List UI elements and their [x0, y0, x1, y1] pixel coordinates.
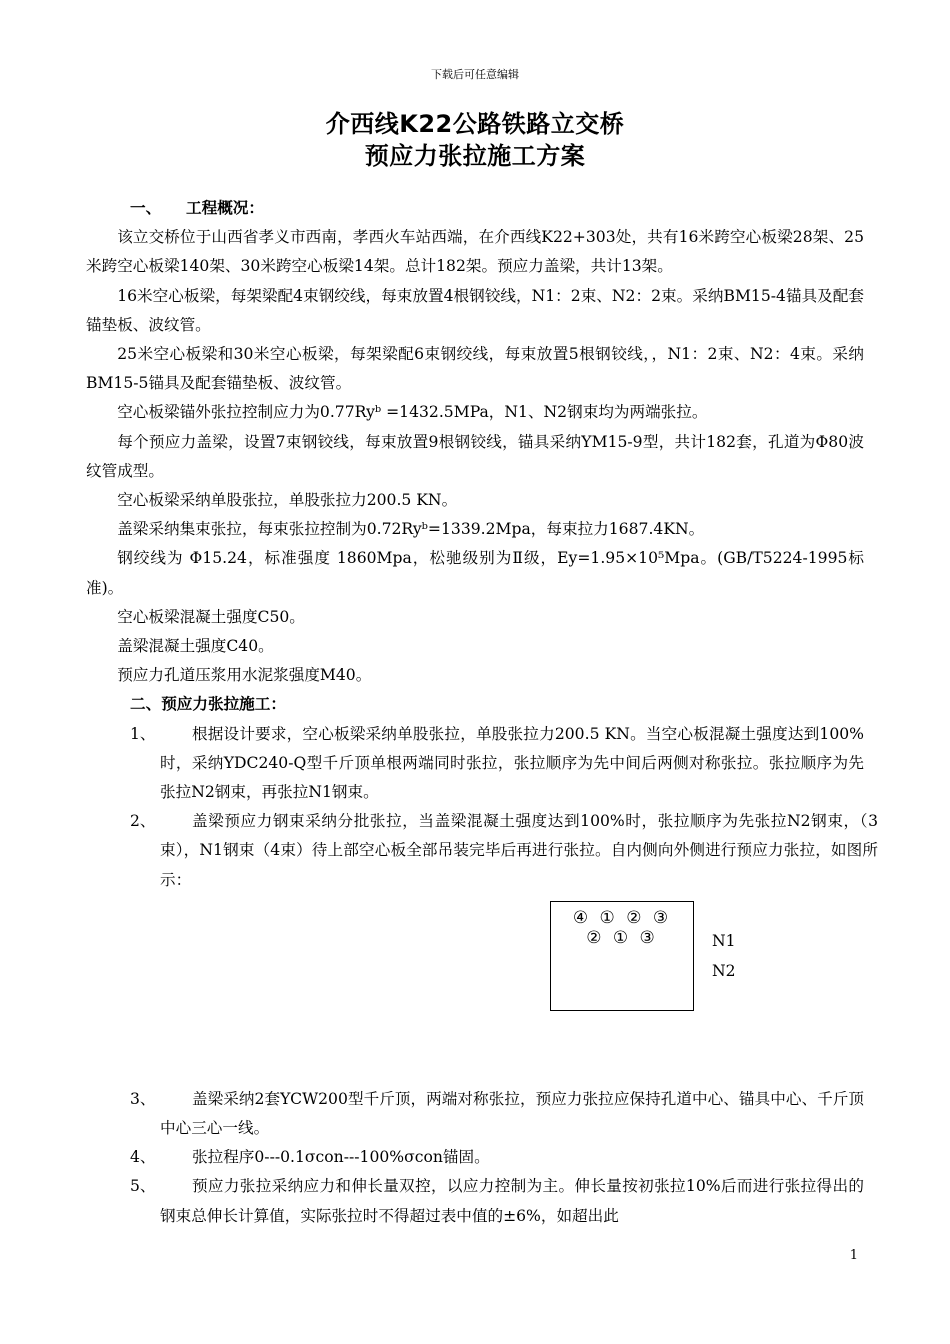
paragraph: 空心板梁锚外张拉控制应力为0.77Ryᵇ =1432.5MPa，N1、N2钢束均为两端张拉。 [117, 403, 708, 422]
list-item-text: 张拉程序0---0.1σcon---100%σcon锚固。 [192, 1148, 490, 1167]
title-line-1: 介西线K22公路铁路立交桥 [325, 110, 625, 138]
document-body [86, 194, 878, 1231]
list-item-text: 预应力张拉采纳应力和伸长量双控，以应力控制为主。伸长量按初张拉10%后而进行张拉得出的钢束总伸长计算值，实际张拉时不得超过表中值的±6%，如超出此 [160, 1177, 864, 1225]
section-1-heading [86, 194, 864, 223]
label-n1: N1 [712, 931, 736, 950]
section-2-heading: 二、预应力张拉施工： [130, 695, 286, 714]
list-item-number: 1、 [130, 724, 156, 743]
paragraph: 空心板梁混凝土强度C50。 [117, 607, 305, 626]
tendon-row-n2: ② ① ③ [586, 927, 658, 948]
tendon-layout-figure [86, 895, 864, 1085]
list-item-number: 3、 [130, 1089, 156, 1108]
list-item-number: 5、 [130, 1177, 156, 1196]
section-1-number: 一、 [130, 199, 162, 217]
list-item [86, 720, 864, 808]
paragraph: 25米空心板梁和30米空心板梁，每架梁配6束钢绞线，每束放置5根钢铰线，，N1：2束、N2：4束。采纳BM15-5锚具及配套锚垫板、波纹管。 [86, 345, 864, 393]
list-item [86, 1085, 864, 1143]
paragraph: 该立交桥位于山西省孝义市西南，孝西火车站西端，在介西线K22+303处，共有16米跨空心板梁28架、25米跨空心板梁140架、30米跨空心板梁14架。总计182架。预应力盖梁，共计13架。 [86, 228, 864, 276]
header-note: 下载后可任意编辑 [431, 68, 519, 81]
paragraph: 每个预应力盖梁，设置7束钢铰线，每束放置9根钢铰线，锚具采纳YM15-9型，共计182套，孔道为Φ80波纹管成型。 [86, 432, 864, 480]
paragraph: 预应力孔道压浆用水泥浆强度M40。 [117, 666, 372, 685]
tendon-diagram-box [550, 901, 694, 1011]
paragraph: 钢绞线为 Φ15.24，标准强度 1860Mpa，松驰级别为Ⅱ级，Ey=1.95×10⁵Mpa。(GB/T5224-1995标准)。 [86, 549, 864, 597]
label-n2: N2 [712, 961, 736, 980]
tendon-row-n1: ④ ① ② ③ [572, 907, 672, 928]
list-item [86, 1143, 864, 1172]
list-item [86, 807, 878, 895]
page-number: 1 [849, 1248, 858, 1263]
paragraph: 空心板梁采纳单股张拉，单股张拉力200.5 KN。 [117, 491, 458, 510]
list-item [86, 1172, 864, 1230]
list-item-text: 根据设计要求，空心板梁采纳单股张拉，单股张拉力200.5 KN。当空心板混凝土强度达到100%时，采纳YDC240-Q型千斤顶单根两端同时张拉，张拉顺序为先中间后两侧对称张拉。张拉顺序为先张拉N2钢束，再张拉N1钢束。 [160, 724, 864, 802]
title-line-2: 预应力张拉施工方案 [364, 142, 586, 170]
list-item-text: 盖梁预应力钢束采纳分批张拉，当盖梁混凝土强度达到100%时，张拉顺序为先张拉N2钢束，（3束），N1钢束（4束）待上部空心板全部吊装完毕后再进行张拉。自内侧向外侧进行预应力张拉，如图所示： [160, 812, 878, 889]
list-item-number: 2、 [130, 812, 156, 831]
list-item-number: 4、 [130, 1148, 156, 1167]
section-1-title: 工程概况： [186, 199, 264, 217]
paragraph: 16米空心板梁，每架梁配4束钢绞线，每束放置4根钢铰线，N1：2束、N2：2束。采纳BM15-4锚具及配套锚垫板、波纹管。 [86, 286, 864, 334]
paragraph: 盖梁采纳集束张拉，每束张拉控制为0.72Ryᵇ=1339.2Mpa，每束拉力1687.4KN。 [117, 520, 705, 539]
list-item-text: 盖梁采纳2套YCW200型千斤顶，两端对称张拉，预应力张拉应保持孔道中心、锚具中心、千斤顶中心三心一线。 [160, 1089, 864, 1138]
paragraph: 盖梁混凝土强度C40。 [117, 637, 274, 656]
